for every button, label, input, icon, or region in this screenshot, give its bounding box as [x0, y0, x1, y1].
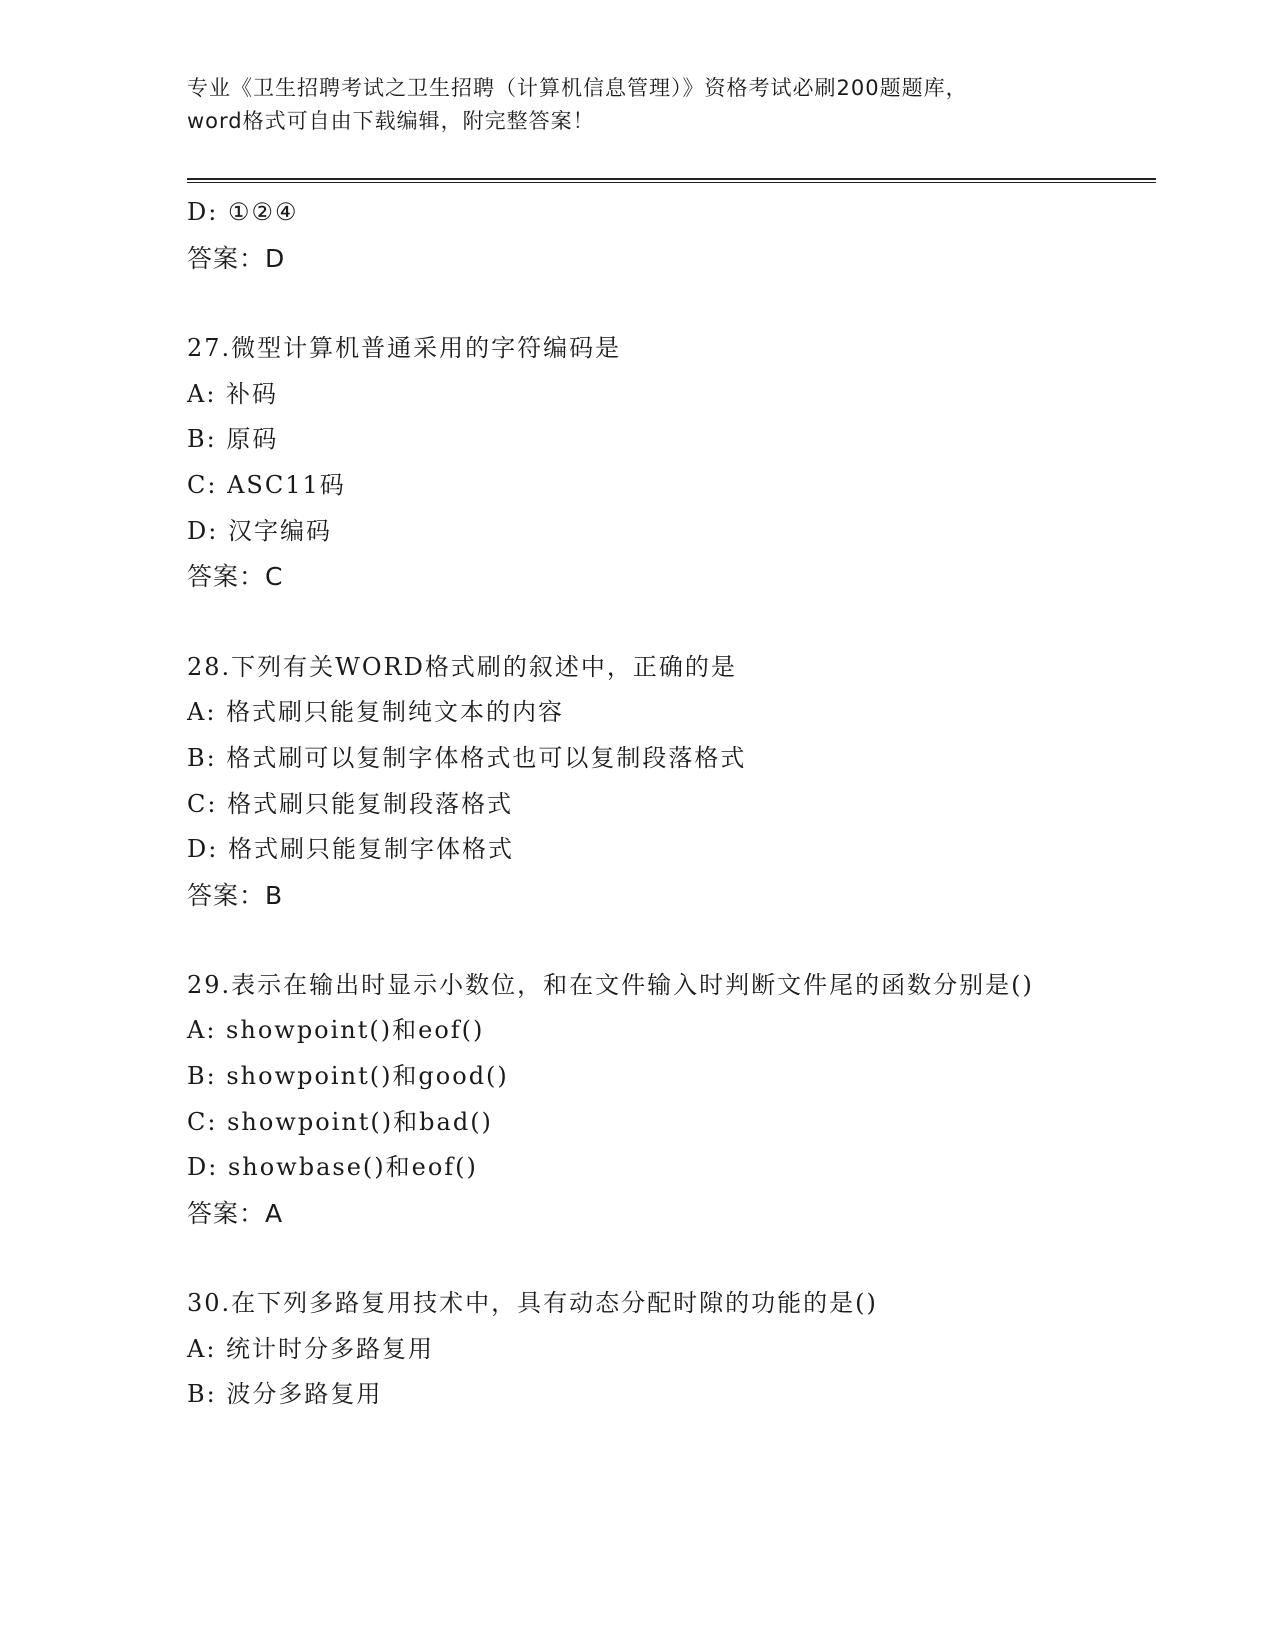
option-a: A: showpoint()和eof(): [187, 1016, 485, 1045]
option-b: B: 波分多路复用: [187, 1380, 383, 1409]
question-title: 29.表示在输出时显示小数位，和在文件输入时判断文件尾的函数分别是(): [187, 971, 1034, 1000]
question-27: [187, 326, 1117, 600]
option-c: C: 格式刷只能复制段落格式: [187, 789, 514, 818]
option-a: A: 统计时分多路复用: [187, 1334, 435, 1363]
question-title: 28.下列有关WORD格式刷的叙述中，正确的是: [187, 652, 737, 681]
answer: 答案：D: [187, 243, 286, 273]
option-b: B: 格式刷可以复制字体格式也可以复制段落格式: [187, 743, 747, 772]
header-divider: [187, 178, 1156, 183]
option-a: A: 格式刷只能复制纯文本的内容: [187, 698, 565, 727]
question-26-fragment: [187, 190, 1117, 281]
answer: 答案：C: [187, 562, 284, 592]
question-title: 27.微型计算机普通采用的字符编码是: [187, 334, 622, 363]
header-line-1: 专业《卫生招聘考试之卫生招聘（计算机信息管理）》资格考试必刷200题题库，: [187, 76, 968, 100]
document-header: [187, 72, 1087, 138]
question-28: [187, 645, 1117, 919]
question-title: 30.在下列多路复用技术中，具有动态分配时隙的功能的是(): [187, 1289, 878, 1318]
option-b: B: showpoint()和good(): [187, 1061, 509, 1090]
option-d: D: showbase()和eof(): [187, 1153, 478, 1182]
option-b: B: 原码: [187, 425, 279, 454]
option-d: D: 格式刷只能复制字体格式: [187, 835, 514, 864]
answer: 答案：A: [187, 1198, 284, 1228]
option-c: C: ASC11码: [187, 470, 346, 499]
header-line-2: word格式可自由下载编辑，附完整答案！: [187, 109, 595, 133]
answer: 答案：B: [187, 880, 284, 910]
option-d: D: 汉字编码: [187, 516, 332, 545]
question-30: [187, 1281, 1117, 1418]
question-29: [187, 963, 1117, 1236]
question-list: [187, 190, 1117, 1418]
option-a: A: 补码: [187, 379, 279, 408]
option-c: C: showpoint()和bad(): [187, 1107, 493, 1136]
option-d: D: ①②④: [187, 198, 299, 226]
